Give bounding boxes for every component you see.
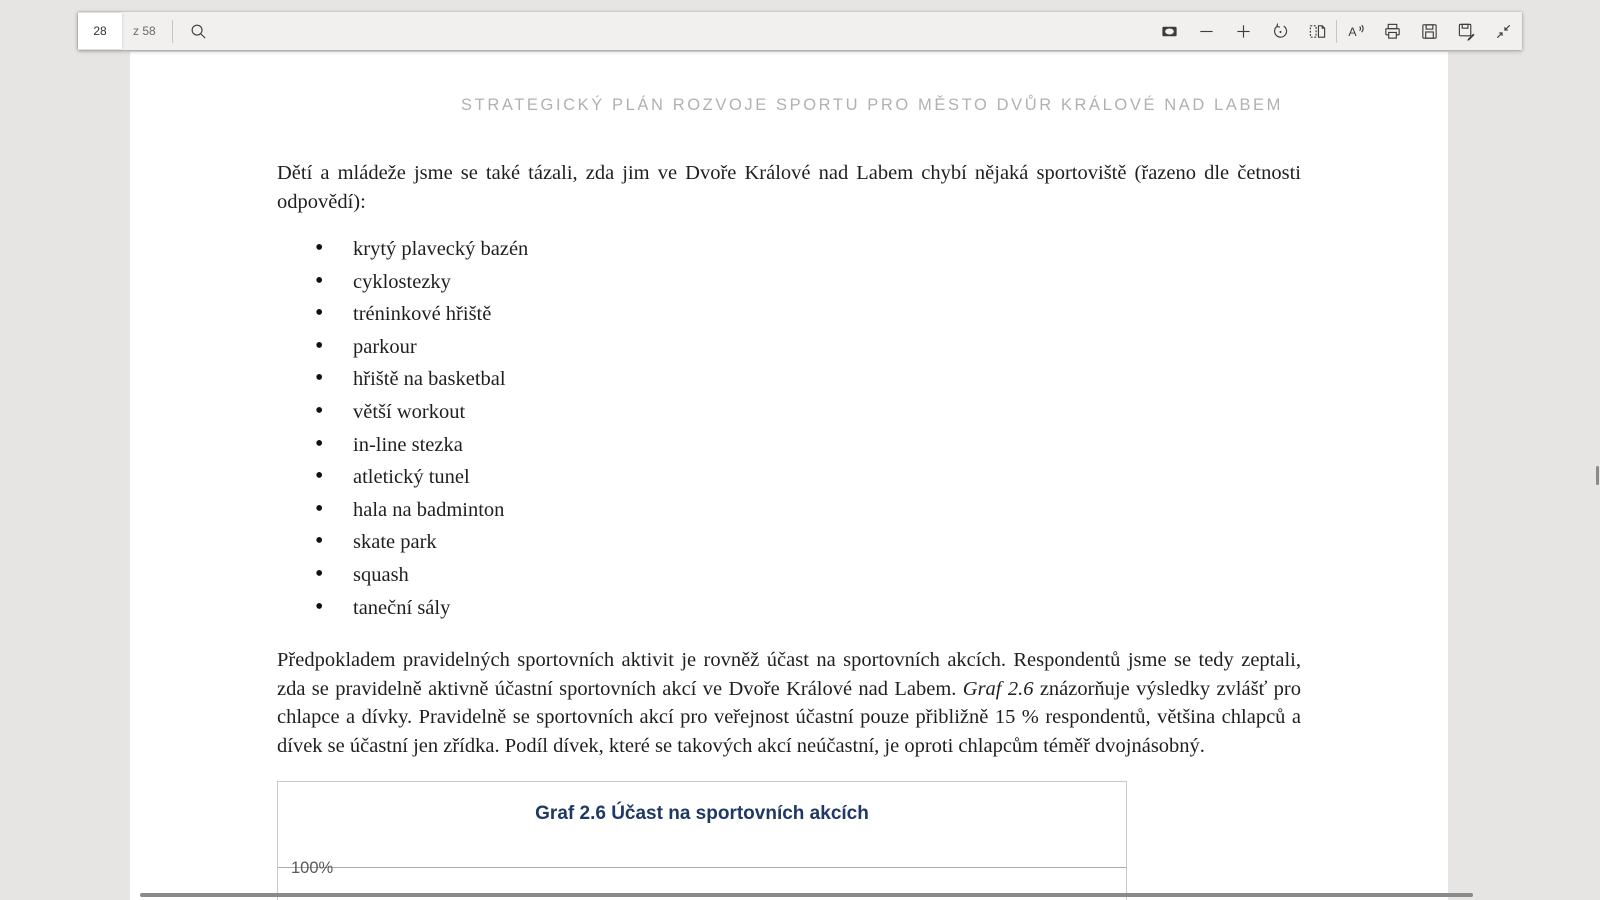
list-item: • atletický tunel bbox=[353, 461, 1301, 494]
participation-paragraph bbox=[277, 646, 1301, 760]
search-icon bbox=[189, 22, 208, 41]
fit-to-page-icon bbox=[1160, 22, 1179, 41]
page-view-icon bbox=[1308, 22, 1327, 41]
chart-title: Graf 2.6 Účast na sportovních akcích bbox=[535, 802, 869, 824]
svg-text:A: A bbox=[1348, 24, 1357, 39]
list-item: • krytý plavecký bazén bbox=[353, 233, 1301, 266]
page-content bbox=[130, 96, 1448, 900]
read-aloud-button[interactable] bbox=[1338, 12, 1374, 50]
list-item: • tréninkové hřiště bbox=[353, 298, 1301, 331]
page-count-label: z 58 bbox=[133, 24, 156, 38]
zoom-out-icon bbox=[1197, 22, 1216, 41]
rotate-button[interactable] bbox=[1263, 12, 1299, 50]
list-item: • parkour bbox=[353, 331, 1301, 364]
list-item: • hřiště na basketbal bbox=[353, 363, 1301, 396]
list-item: • cyklostezky bbox=[353, 266, 1301, 299]
list-item: • in-line stezka bbox=[353, 429, 1301, 462]
search-button[interactable] bbox=[181, 12, 217, 50]
save-button[interactable] bbox=[1412, 12, 1448, 50]
list-item: • skate park bbox=[353, 526, 1301, 559]
intro-paragraph: Dětí a mládeže jsme se také tázali, zda jim ve Dvoře Králové nad Labem chybí nějaká sportoviště (řazeno dle četnosti odpovědí): bbox=[277, 162, 1301, 213]
save-as-icon bbox=[1457, 22, 1476, 41]
print-button[interactable] bbox=[1375, 12, 1411, 50]
list-item: • taneční sály bbox=[353, 592, 1301, 625]
paragraph-text: znázorňuje výsledky zvlášť pro chlapce a dívky. Pravidelně se sportovních akcí pro veřejnost účastní pouze přibližně 15 % respondentů, většina chlapců a dívek se účastní jen zřídka. Podíl dívek, které se takových akcí neúčastní, je oproti chlapcům téměř dvojnásobný. bbox=[277, 677, 1301, 757]
print-icon bbox=[1383, 22, 1402, 41]
save-icon bbox=[1420, 22, 1439, 41]
toolbar-divider bbox=[172, 20, 173, 43]
chart-gridline bbox=[278, 867, 1126, 868]
rotate-icon bbox=[1271, 22, 1290, 41]
read-aloud-icon bbox=[1346, 22, 1365, 41]
page-number-input[interactable] bbox=[78, 13, 122, 49]
paragraph-text: Předpokladem pravidelných sportovních aktivit je rovněž účast na sportovních akcích. Respondentů jsme se tedy zeptali, zda se pravidelně aktivně účastní sportovních akcí ve Dvoře Králové nad Labem. bbox=[277, 649, 1301, 700]
zoom-out-button[interactable] bbox=[1189, 12, 1225, 50]
list-item: • hala na badminton bbox=[353, 494, 1301, 527]
document-header-title: STRATEGICKÝ PLÁN ROZVOJE SPORTU PRO MĚSTO DVŮR KRÁLOVÉ NAD LABEM bbox=[461, 96, 1283, 114]
collapse-button[interactable] bbox=[1486, 12, 1522, 50]
missing-facilities-list bbox=[277, 233, 1301, 624]
graf-reference: Graf 2.6 bbox=[962, 677, 1034, 700]
page-view-button[interactable] bbox=[1300, 12, 1336, 50]
vertical-scrollbar-thumb[interactable] bbox=[1596, 466, 1599, 485]
save-as-button[interactable] bbox=[1449, 12, 1485, 50]
pdf-toolbar bbox=[78, 12, 1522, 50]
horizontal-scrollbar-thumb[interactable] bbox=[140, 893, 1473, 897]
fit-to-page-button[interactable] bbox=[1152, 12, 1188, 50]
chart-axis-tick-100: 100% bbox=[291, 858, 334, 877]
pdf-page bbox=[130, 52, 1448, 900]
collapse-icon bbox=[1494, 22, 1513, 41]
chart-frame bbox=[277, 781, 1127, 900]
list-item: • squash bbox=[353, 559, 1301, 592]
zoom-in-icon bbox=[1234, 22, 1253, 41]
zoom-in-button[interactable] bbox=[1226, 12, 1262, 50]
list-item: • větší workout bbox=[353, 396, 1301, 429]
